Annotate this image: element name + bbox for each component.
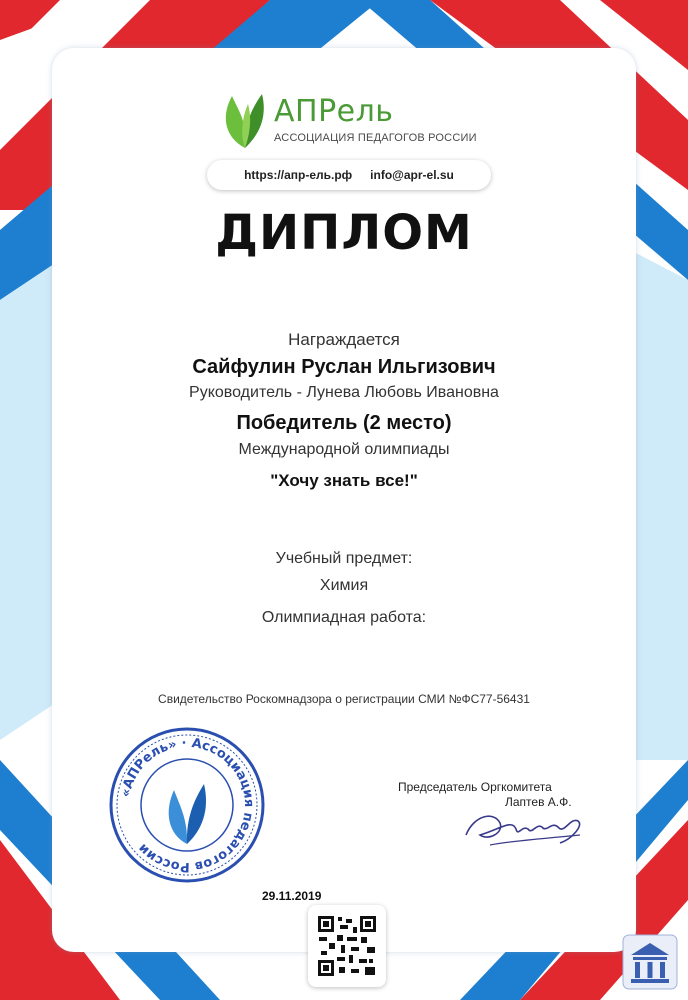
- supervisor-line: Руководитель - Лунева Любовь Ивановна: [189, 384, 499, 401]
- diploma-title: ДИПЛОМ: [215, 205, 473, 261]
- qr-code[interactable]: [317, 915, 377, 977]
- recipient-name: Сайфулин Руслан Ильгизович: [192, 356, 496, 378]
- contact-bar: [207, 160, 491, 190]
- subject-label: Учебный предмет:: [275, 550, 413, 567]
- work-label: Олимпиадная работа:: [261, 609, 427, 626]
- logo: [218, 88, 498, 154]
- issue-date: 29.11.2019: [262, 889, 322, 903]
- leaf-logo-icon: [218, 88, 272, 150]
- organization-seal: [108, 726, 266, 884]
- event-title: "Хочу знать все!": [270, 471, 418, 490]
- corner-badge-icon: [621, 933, 679, 991]
- email-link[interactable]: info@apr-el.su: [370, 168, 454, 182]
- subject-value: Химия: [319, 577, 369, 594]
- event-name: Международной олимпиады: [238, 441, 450, 458]
- signatory-name: Лаптев А.Ф.: [505, 795, 572, 809]
- registration-note: Свидетельство Роскомнадзора о регистрации СМИ №ФС77-56431: [158, 692, 530, 706]
- signatory-position: Председатель Оргкомитета: [398, 780, 552, 794]
- logo-name: АПРель: [274, 94, 394, 129]
- svg-text:«АПРель» · Ассоциация педагого: «АПРель» · Ассоциация педагогов России: [118, 735, 257, 875]
- website-link[interactable]: https://апр-ель.рф: [244, 168, 353, 182]
- qr-code-frame: [308, 905, 386, 987]
- award-place: Победитель (2 место): [236, 412, 452, 434]
- signature: [460, 805, 590, 853]
- awarded-label: Награждается: [288, 330, 400, 349]
- logo-subtitle: АССОЦИАЦИЯ ПЕДАГОГОВ РОССИИ: [274, 132, 477, 144]
